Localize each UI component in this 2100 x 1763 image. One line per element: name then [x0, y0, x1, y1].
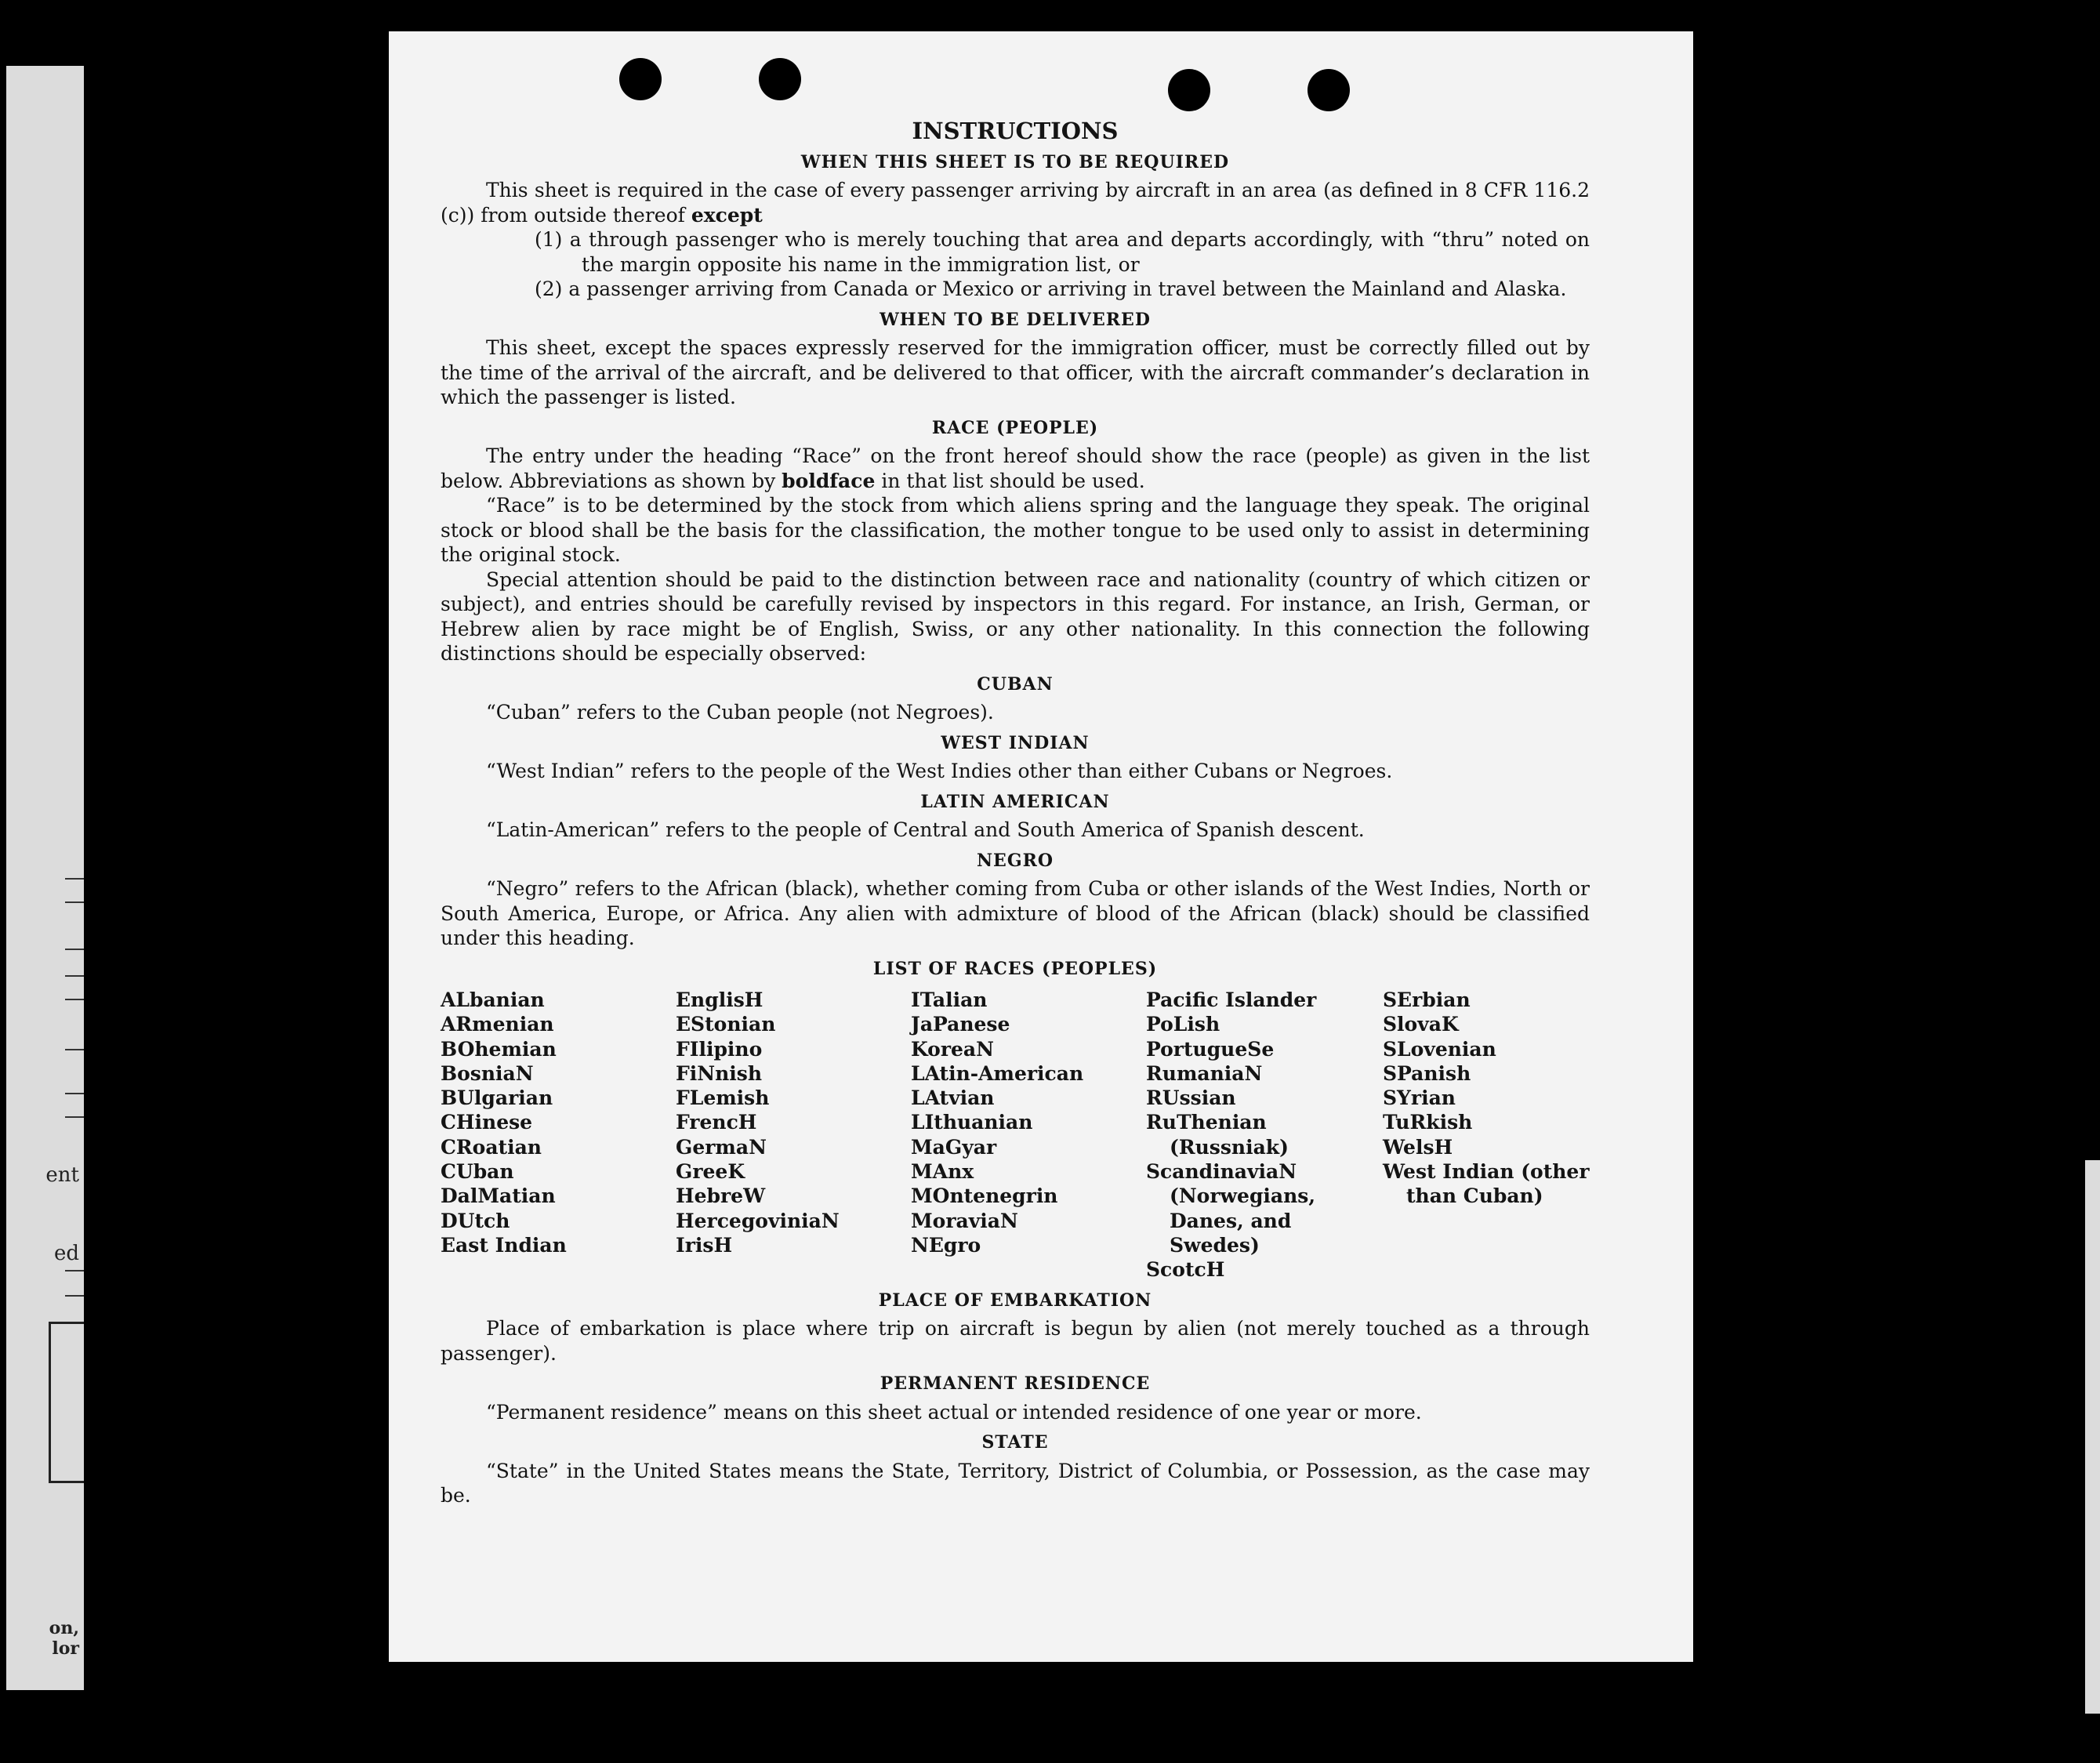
instruction-sheet [389, 31, 1693, 1662]
race-entry: CUban [441, 1160, 514, 1184]
races-column [1146, 988, 1383, 1282]
race-entry: ITalian [911, 989, 988, 1011]
item-number: (1) [535, 228, 563, 251]
race-entry: MAnx [911, 1160, 974, 1184]
strip-rule [65, 1116, 84, 1118]
race-entry: LAtvian [911, 1086, 995, 1110]
punch-hole [619, 58, 662, 100]
item-text: a passenger arriving from Canada or Mexico or arriving in travel between the Mainland and Alaska. [568, 278, 1567, 300]
race-entry: GreeK [676, 1160, 745, 1184]
strip-rule [65, 1295, 84, 1297]
race-entry: DUtch [441, 1209, 510, 1232]
section-heading-state: STATE [981, 1432, 1049, 1453]
strip-box [49, 1322, 84, 1483]
west-indian-text: “West Indian” refers to the people of the West Indies other than either Cubans or Negroes. [486, 760, 1393, 782]
race-entry: MaGyar [911, 1135, 997, 1159]
race-entry: NEgro [911, 1233, 981, 1257]
latin-american-text: “Latin-American” refers to the people of Central and South America of Spanish descent. [486, 818, 1365, 841]
race-entry: PortugueSe [1146, 1037, 1275, 1061]
race-entry: West Indian (other than Cuban) [1383, 1160, 1590, 1208]
race-entry: RuThenian (Russniak) [1146, 1111, 1289, 1159]
section-heading-west-indian: WEST INDIAN [941, 732, 1090, 753]
cuban-text: “Cuban” refers to the Cuban people (not Negroes). [486, 701, 994, 724]
race-entry: BUlgarian [441, 1086, 553, 1110]
race-paragraph-3: Special attention should be paid to the distinction between race and nationality (country of which citizen or subject), and entries should be carefully revised by inspectors in this regard. For instance, an Irish, German, or Hebrew alien by race might be of English, Swiss, or any other nationality. In this connection the following distinctions should be especially observed: [441, 568, 1590, 665]
strip-fragment: lor [52, 1638, 79, 1659]
race-entry: MOntenegrin [911, 1184, 1058, 1208]
races-column [441, 988, 676, 1282]
strip-rule [65, 999, 84, 1000]
item-text: a through passenger who is merely touching that area and departs accordingly, with “thru” noted on the margin opposite his name in the immigration list, or [569, 228, 1590, 276]
residence-text: “Permanent residence” means on this sheet actual or intended residence of one year or more. [486, 1400, 1422, 1424]
race-entry: ScotcH [1146, 1258, 1225, 1282]
punch-hole [759, 58, 801, 100]
required-item [441, 227, 1590, 277]
strip-rule [65, 1270, 84, 1271]
race-entry: TuRkish [1383, 1111, 1473, 1134]
race-entry: LAtin-American [911, 1061, 1084, 1085]
negro-text: “Negro” refers to the African (black), whether coming from Cuba or other islands of the West Indies, North or South America, Europe, or Africa. Any alien with admixture of blood of the African (black) should be classified under this heading. [441, 877, 1590, 949]
race-entry: CRoatian [441, 1135, 542, 1159]
race-entry: ARmenian [441, 1013, 554, 1036]
section-heading-latin-american: LATIN AMERICAN [920, 791, 1110, 812]
race-entry: MoraviaN [911, 1209, 1018, 1232]
race-entry: ALbanian [441, 989, 545, 1011]
race-p1-bold: boldface [782, 469, 876, 492]
punch-hole [1168, 69, 1210, 111]
race-entry: SlovaK [1383, 1013, 1459, 1036]
race-entry: RUssian [1146, 1086, 1236, 1110]
race-entry: PoLish [1146, 1013, 1220, 1036]
state-text: “State” in the United States means the State, Territory, District of Columbia, or Possession, as the case may be. [441, 1459, 1590, 1507]
race-entry: RumaniaN [1146, 1061, 1263, 1085]
race-entry: FrencH [676, 1111, 757, 1134]
race-paragraph-1 [441, 444, 1590, 493]
race-entry: HebreW [676, 1184, 766, 1208]
races-column [676, 988, 911, 1282]
race-entry: BOhemian [441, 1037, 557, 1061]
race-entry: FIlipino [676, 1037, 763, 1061]
strip-fragment: ent [45, 1163, 79, 1187]
race-entry: SYrian [1383, 1086, 1456, 1110]
strip-fragment: on, [49, 1618, 79, 1638]
race-entry: ScandinaviaN (Norwegians, Danes, and Swedes) [1146, 1160, 1316, 1257]
races-list [441, 988, 1590, 1282]
strip-rule [65, 901, 84, 903]
instructions-body [441, 119, 1590, 1508]
race-entry: FiNnish [676, 1061, 763, 1085]
race-entry: KoreaN [911, 1037, 994, 1061]
races-column [911, 988, 1146, 1282]
strip-rule [65, 975, 84, 977]
race-entry: DalMatian [441, 1184, 556, 1208]
race-entry: HercegoviniaN [676, 1209, 840, 1232]
section-heading-required: WHEN THIS SHEET IS TO BE REQUIRED [800, 151, 1230, 172]
race-entry: CHinese [441, 1111, 533, 1134]
adjacent-page-strip-right [2085, 1160, 2100, 1714]
section-heading-list-of-races: LIST OF RACES (PEOPLES) [872, 958, 1158, 979]
races-column [1383, 988, 1590, 1282]
race-entry: EStonian [676, 1013, 776, 1036]
race-entry: EnglisH [676, 989, 763, 1011]
race-p1-text: The entry under the heading “Race” on the front hereof should show the race (people) as given in the list below. Abbreviations as shown by [441, 444, 1590, 492]
section-heading-embarkation: PLACE OF EMBARKATION [878, 1290, 1152, 1311]
section-heading-cuban: CUBAN [977, 673, 1054, 695]
required-intro-except: except [691, 203, 763, 227]
item-number: (2) [535, 278, 563, 300]
punch-hole [1308, 69, 1350, 111]
required-intro [441, 178, 1590, 227]
race-entry: Pacific Islander [1146, 989, 1317, 1011]
race-entry: SLovenian [1383, 1037, 1496, 1061]
strip-fragment: ed [53, 1242, 79, 1265]
race-entry: GermaN [676, 1135, 767, 1159]
race-entry: IrisH [676, 1233, 733, 1257]
race-entry: JaPanese [911, 1013, 1010, 1036]
delivered-text: This sheet, except the spaces expressly reserved for the immigration officer, must be correctly filled out by the time of the arrival of the aircraft, and be delivered to that officer, with the aircraft commander’s declaration in which the passenger is listed. [441, 336, 1590, 408]
section-heading-delivered: WHEN TO BE DELIVERED [880, 309, 1151, 330]
section-heading-residence: PERMANENT RESIDENCE [880, 1373, 1151, 1395]
section-heading-negro: NEGRO [976, 850, 1054, 871]
embarkation-text: Place of embarkation is place where trip on aircraft is begun by alien (not merely touched as a through passenger). [441, 1317, 1590, 1365]
race-entry: BosniaN [441, 1061, 534, 1085]
race-entry: SPanish [1383, 1061, 1471, 1085]
required-item [441, 277, 1590, 302]
adjacent-page-strip [6, 66, 84, 1690]
strip-rule [65, 878, 84, 880]
section-heading-race: RACE (PEOPLE) [931, 417, 1099, 438]
race-entry: WelsH [1383, 1135, 1453, 1159]
race-p1-text-end: in that list should be used. [881, 469, 1145, 492]
race-entry: LIthuanian [911, 1111, 1033, 1134]
strip-rule [65, 1093, 84, 1094]
race-paragraph-2: “Race” is to be determined by the stock from which aliens spring and the language they speak. The original stock or blood shall be the basis for the classification, the mother tongue to be used only to assist in determining the original stock. [441, 494, 1590, 566]
race-entry: FLemish [676, 1086, 770, 1110]
page-title: INSTRUCTIONS [912, 118, 1119, 144]
strip-rule [65, 1049, 84, 1050]
required-intro-text: This sheet is required in the case of every passenger arriving by aircraft in an area (as defined in 8 CFR 116.2 (c)) from outside thereof [441, 179, 1590, 227]
race-entry: SErbian [1383, 989, 1471, 1011]
race-entry: East Indian [441, 1233, 567, 1257]
strip-rule [65, 949, 84, 950]
